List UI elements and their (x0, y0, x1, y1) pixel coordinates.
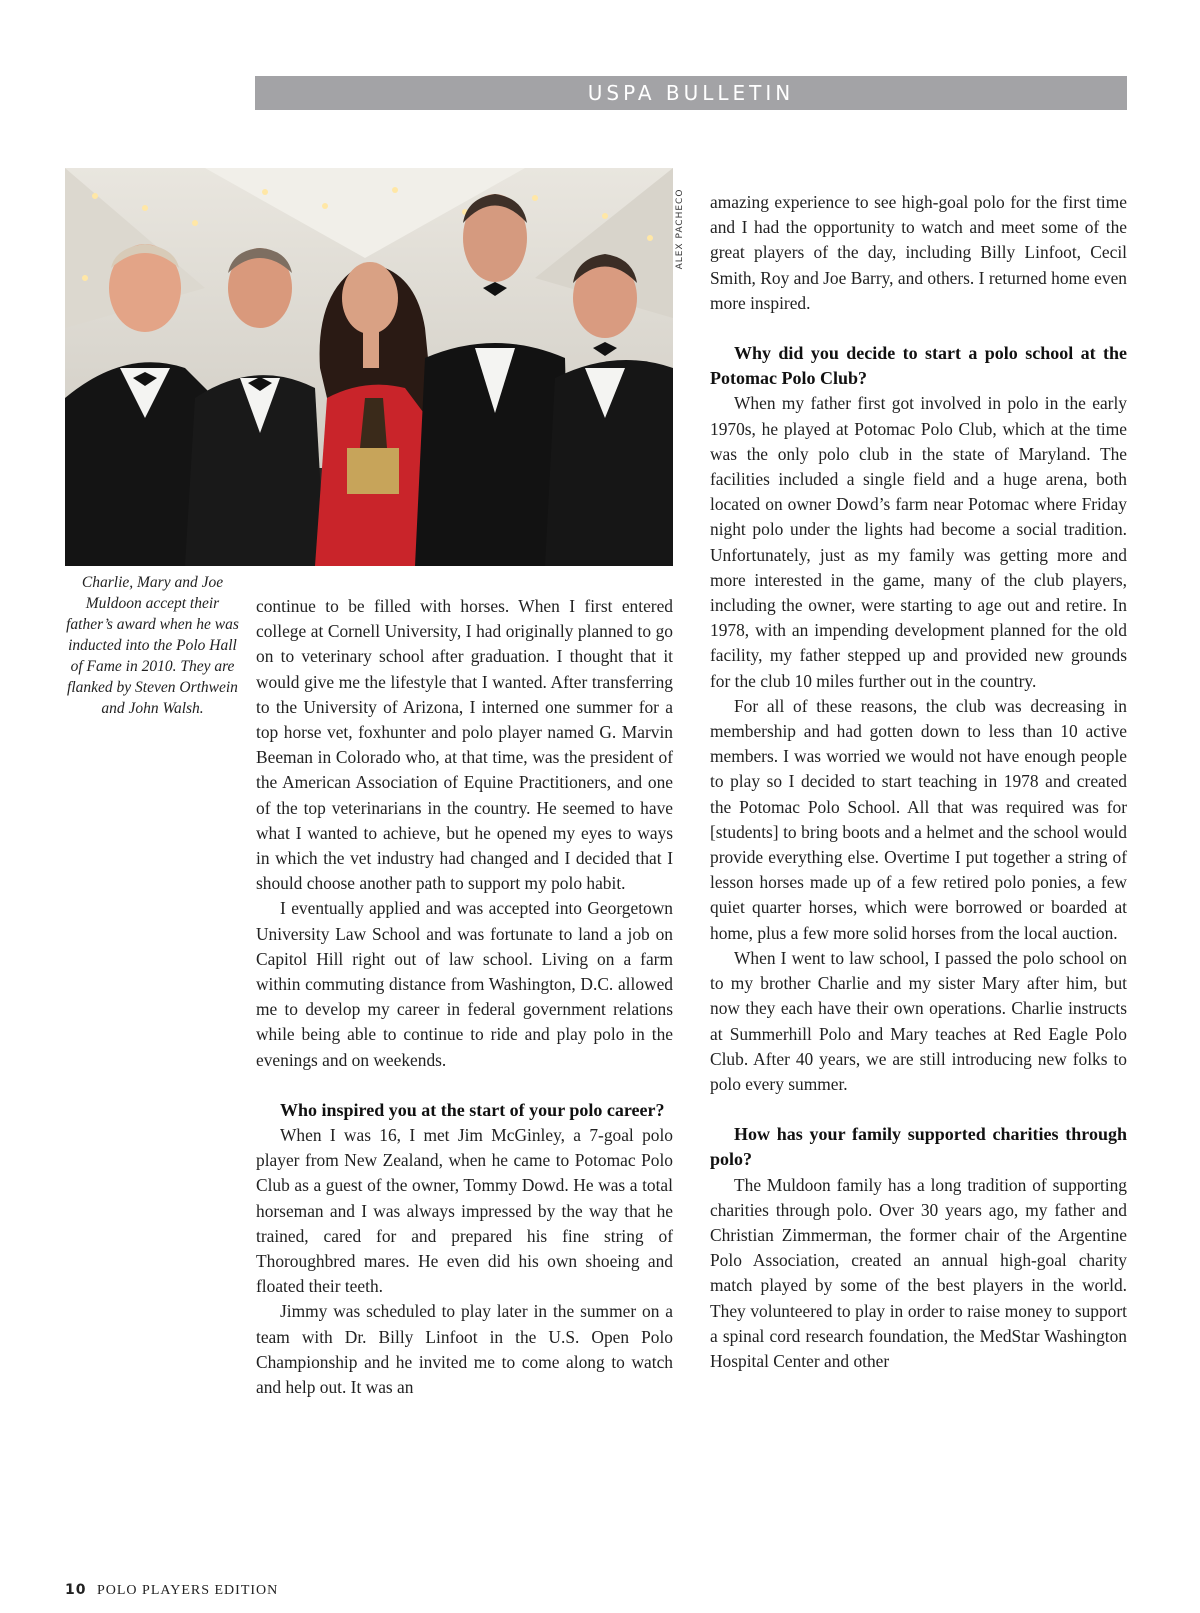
page-footer (65, 1582, 278, 1599)
right-column (710, 190, 1127, 1374)
interview-question: Why did you decide to start a polo school at the Potomac Polo Club? (710, 343, 1127, 389)
photo-credit-text: ALEX PACHECO (675, 188, 685, 270)
paragraph: amazing experience to see high-goal polo for the first time and I had the opportunity to watch and meet some of the great players of the day, including Billy Linfoot, Cecil Smith, Roy and Joe Barry, and others. I returned home even more inspired. (710, 192, 1127, 313)
spacer (256, 1073, 673, 1098)
paragraph: The Muldoon family has a long tradition of supporting charities through polo. Over 30 years ago, my father and Christian Zimmerman, the former chair of the Argentine Polo Association, created an annual high-goal charity match played by some of the best players in the world. They volunteered to play in order to raise money to support a spinal cord research foundation, the MedStar Washington Hospital Center and other (710, 1174, 1127, 1371)
section-title: USPA BULLETIN (587, 81, 795, 105)
paragraph: For all of these reasons, the club was decreasing in membership and had gotten down to less than 10 active members. I was worried we would not have enough people to play so I decided to start teaching in 1978 and created the Potomac Polo School. All that was required was for [students] to bring boots and a helmet and the school would provide everything else. Overtime I put together a string of lesson horses made up of a few retired polo ponies, a few quiet quarter horses, which were borrowed or boarded at home, plus a few more solid horses from the local auction. (710, 695, 1127, 943)
interview-question: How has your family supported charities through polo? (710, 1124, 1127, 1170)
interview-question: Who inspired you at the start of your polo career? (280, 1099, 665, 1120)
spacer (710, 1097, 1127, 1122)
photo-caption: Charlie, Mary and Joe Muldoon accept their father’s award when he was inducted into the Polo Hall of Fame in 2010. They are flanked by Steven Orthwein and John Walsh. (66, 574, 239, 717)
paragraph: continue to be filled with horses. When I first entered college at Cornell University, I had originally planned to go on to veterinary school after graduation. I thought that it would give me the lifestyle that I wanted. After transferring to the University of Arizona, I interned one summer for a top horse vet, foxhunter and polo player named G. Marvin Beeman in Colorado who, at that time, was the president of the American Association of Equine Practitioners, and one of the top veterinarians in the country. He seemed to have what I wanted to achieve, but he opened my eyes to ways in which the vet industry had changed and I decided that I should choose another path to support my polo habit. (256, 596, 673, 894)
page-number: 10 (65, 1582, 87, 1598)
spacer (710, 316, 1127, 341)
paragraph: When I was 16, I met Jim McGinley, a 7-goal polo player from New Zealand, when he came to Potomac Polo Club as a guest of the owner, Tommy Dowd. He was a total horseman and I was always impressed by the way that he trained, cared for and prepared his fine string of Thoroughbred mares. He even did his own shoeing and floated their teeth. (256, 1125, 673, 1297)
photo-credit (671, 188, 689, 270)
publication-name: POLO PLAYERS EDITION (96, 1583, 279, 1598)
paragraph: When my father first got involved in polo in the early 1970s, he played at Potomac Polo Club, which at the time was the only polo club in the state of Maryland. The facilities included a single field and a huge arena, both located on owner Dowd’s farm near Potomac where Friday night polo under the lights had become a social tradition. Unfortunately, just as my family was getting more and more interested in the game, many of the club players, including the owner, were starting to age out and retire. In 1978, with an impending development planned for the old facility, my father stepped up and provided new grounds for the club 10 miles further out in the country. (710, 393, 1127, 691)
paragraph: Jimmy was scheduled to play later in the summer on a team with Dr. Billy Linfoot in the U.S. Open Polo Championship and he invited me to come along to watch and help out. It was an (256, 1301, 673, 1398)
middle-column (256, 594, 673, 1400)
paragraph: When I went to law school, I passed the polo school on to my brother Charlie and my sister Mary after him, but now they each have their own operations. Charlie instructs at Summerhill Polo and Mary teaches at Red Eagle Polo Club. After 40 years, we are still introducing new folks to polo every summer. (710, 947, 1127, 1094)
award-photo (65, 168, 673, 566)
paragraph: I eventually applied and was accepted into Georgetown University Law School and was fortunate to land a job on Capitol Hill right out of law school. Living on a farm within commuting distance from Washington, D.C. allowed me to develop my career in federal government relations while being able to continue to ride and play polo in the evenings and on weekends. (256, 898, 673, 1070)
section-header-bar (255, 76, 1127, 110)
